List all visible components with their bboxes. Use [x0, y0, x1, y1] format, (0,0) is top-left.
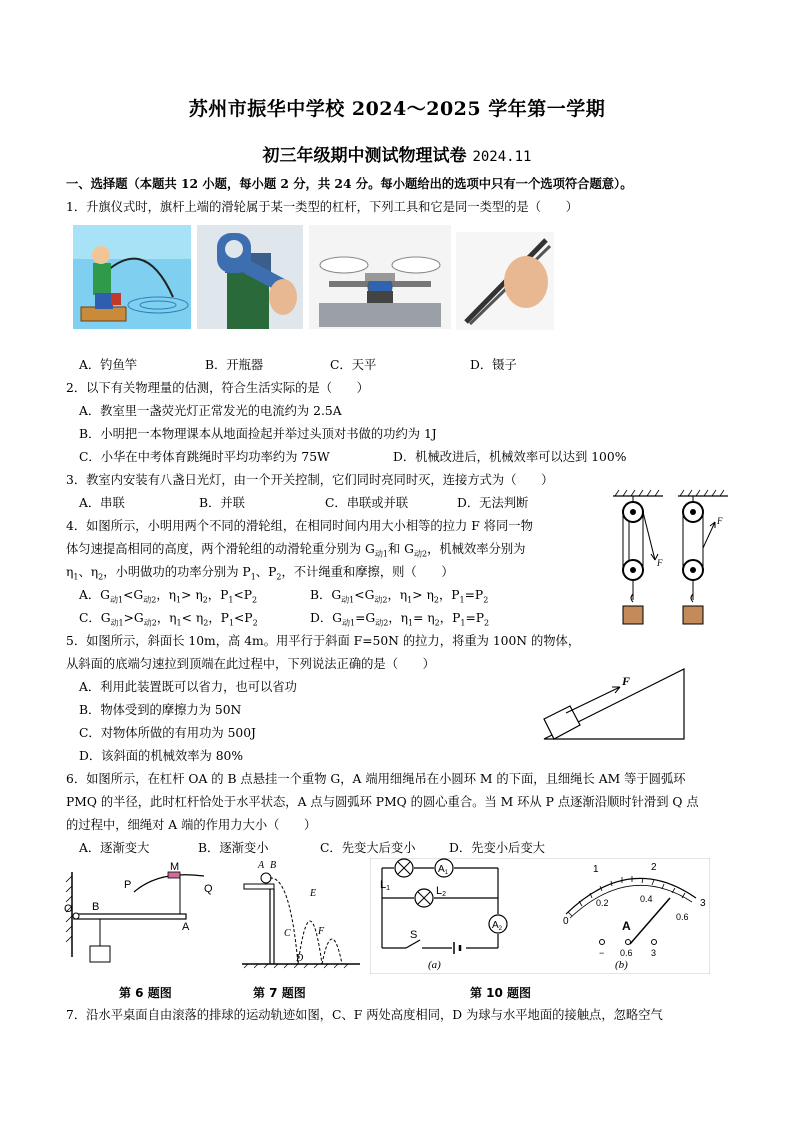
circuit-label-a1: $A_1$: [438, 864, 449, 876]
q4-stem-line3: $\eta_1$、$\eta_2$，小明做功的功率分别为 $P_1$、$P_2$，不计绳重和摩擦，则（ ）: [66, 565, 454, 582]
q3-stem: 3．教室内安装有八盏日光灯，由一个开关控制，它们同时亮同时灭，连接方式为（ ）: [66, 473, 554, 487]
q5-stem-line1: 5．如图所示，斜面长 10m，高 4m。用平行于斜面 F=50N 的拉力，将重为 100N 的物体，: [66, 634, 581, 648]
q4-p2-label: 、P: [255, 565, 277, 579]
q1-option-a: A．钓鱼竿: [79, 358, 138, 372]
q1-option-c: C．天平: [330, 358, 377, 372]
q1-option-b: B．开瓶器: [205, 358, 264, 372]
tweezers-image: [456, 232, 554, 330]
q5-option-d: D．该斜面的机械效率为 80%: [79, 749, 244, 763]
ball-trajectory-diagram: [240, 856, 365, 972]
q4-option-a: A．$G_{动1}<G_{动2}$，$\eta_1> \eta_2$，$P_1<P_2$: [79, 588, 258, 605]
q3-option-b: B．并联: [199, 496, 245, 510]
q4-option-b: B．$G_{动1}<G_{动2}$，$\eta_1> \eta_2$，$P_1=P_2$: [310, 588, 489, 605]
q5-option-b: B．物体受到的摩擦力为 50N: [79, 703, 242, 717]
lever-label-p: P: [124, 879, 132, 891]
q4-stem-line1: 4．如图所示，小明用两个不同的滑轮组，在相同时间内用大小相等的拉力 F 将同一物: [66, 519, 533, 533]
q4-l2-b: 和 G: [387, 542, 414, 556]
q7-stem-line1: 7．沿水平桌面自由滚落的排球的运动轨迹如图，C、F 两处高度相同，D 为球与水平地面的接触点，忽略空气: [66, 1008, 663, 1022]
q6-stem-line2: PMQ 的半径，此时杠杆恰处于水平状态，A 点与圆弧环 PMQ 的圆心重合。当 M 环从 P 点逐渐沿顺时针滑到 Q 点: [66, 795, 699, 809]
ammeter-terminal-06: 0.6: [620, 948, 633, 958]
ammeter-tick-3: 3: [700, 898, 706, 909]
q3-option-c: C．串联或并联: [325, 496, 409, 510]
pulley-diagram: [603, 488, 743, 633]
ammeter-tick-04: 0.4: [640, 894, 653, 904]
lever-label-b: B: [92, 901, 100, 913]
q2-option-b: B．小明把一本物理课本从地面捡起并举过头顶对书做的功约为 1J: [79, 427, 437, 441]
lever-label-o: O: [64, 903, 73, 915]
q5-option-a: A．利用此装置既可以省力，也可以省功: [79, 680, 297, 694]
lever-label-a: A: [182, 921, 190, 933]
incline-force-label: F: [622, 674, 631, 688]
section-heading: 一、选择题（本题共 12 小题，每小题 2 分，共 24 分。每小题给出的选项中只有一个选项符合题意）。: [66, 176, 633, 191]
exam-title: 苏州市振华中学校 2024～2025 学年第一学期: [188, 98, 606, 120]
ball-label-d: D: [296, 953, 304, 964]
ammeter-tick-02: 0.2: [596, 898, 609, 908]
q6-option-c: C．先变大后变小: [320, 841, 416, 855]
pulley-force-label-right: F: [717, 516, 723, 526]
exam-subtitle-text: 初三年级期中测试物理试卷: [262, 146, 467, 166]
circuit-and-ammeter-diagram: [370, 858, 710, 974]
q4-l2-a: 体匀速提高相同的高度，两个滑轮组的动滑轮重分别为 G: [66, 542, 375, 556]
q4-stem-line2: [66, 541, 525, 562]
bottle-opener-image: [197, 225, 303, 329]
ammeter-tick-0: 0: [563, 916, 569, 927]
q3-option-a: A．串联: [79, 496, 125, 510]
fig6-caption: 第 6 题图: [119, 986, 172, 1000]
ammeter-terminal-minus: −: [599, 948, 605, 958]
q4-stem-tail: ，不计绳重和摩擦，则（ ）: [281, 565, 454, 579]
fishing-rod-image: [73, 225, 191, 329]
q4-sub-dong2: 动2: [413, 549, 428, 559]
ball-label-a: A: [258, 860, 265, 871]
ammeter-tick-2: 2: [651, 862, 657, 873]
q2-option-a: A．教室里一盏荧光灯正常发光的电流约为 2.5A: [79, 404, 342, 418]
q3-option-d: D．无法判断: [457, 496, 529, 510]
q4-eta2-label: 、η: [78, 565, 99, 579]
lever-label-q: Q: [204, 883, 213, 895]
q1-stem: 1．升旗仪式时，旗杆上端的滑轮属于某一类型的杠杆，下列工具和它是同一类型的是（ ）: [66, 200, 578, 214]
circuit-label-a2: $A_2$: [492, 920, 503, 932]
q2-option-d: D．机械改进后，机械效率可以达到 100%: [393, 450, 627, 464]
circuit-label-l1: L1: [380, 879, 391, 892]
balance-image: [309, 225, 451, 329]
ball-label-c: C: [284, 928, 291, 939]
ammeter-tick-06: 0.6: [676, 912, 689, 922]
q2-option-c: C．小华在中考体育跳绳时平均功率约为 75W: [79, 450, 330, 464]
q4-power-text: ，小明做功的功率分别为 P: [103, 565, 251, 579]
q4-l2-c: ，机械效率分别为: [427, 542, 526, 556]
q5-stem-line2: 从斜面的底端匀速拉到顶端在此过程中，下列说法正确的是（ ）: [66, 657, 435, 671]
ammeter-unit-label: A: [622, 919, 631, 933]
circuit-label-s: S: [410, 929, 418, 941]
q4-option-c: C．$G_{动1}>G_{动2}$，$\eta_1< \eta_2$，$P_1<P_2$: [79, 611, 258, 628]
q6-option-a: A．逐渐变大: [79, 841, 150, 855]
circuit-label-l2: L2: [436, 885, 447, 898]
q4-eta1: η: [66, 565, 74, 579]
q5-option-c: C．对物体所做的有用功为 500J: [79, 726, 256, 740]
ammeter-tick-1: 1: [593, 864, 599, 875]
q6-stem-line1: 6．如图所示，在杠杆 OA 的 B 点悬挂一个重物 G，A 端用细绳吊在小圆环 M 的下面，且细绳长 AM 等于圆弧环: [66, 772, 686, 786]
ball-label-f: F: [318, 926, 325, 937]
circuit-caption-a: (a): [428, 959, 441, 971]
q1-option-d: D．镊子: [470, 358, 517, 372]
ball-label-e: E: [310, 888, 317, 899]
q4-option-d: D．$G_{动1}=G_{动2}$，$\eta_1= \eta_2$，$P_1=P_2$: [310, 611, 490, 628]
q6-stem-line3: 的过程中，细绳对 A 端的作用力大小（ ）: [66, 818, 317, 832]
exam-subtitle: [0, 141, 794, 166]
lever-label-m: M: [170, 862, 180, 873]
pulley-force-label-left: F: [657, 558, 663, 568]
exam-date: 2024.11: [472, 149, 532, 165]
incline-diagram: [538, 663, 690, 743]
ball-label-b: B: [270, 860, 277, 871]
q6-option-d: D．先变小后变大: [449, 841, 545, 855]
fig7-caption: 第 7 题图: [253, 986, 306, 1000]
q2-stem: 2．以下有关物理量的估测，符合生活实际的是（ ）: [66, 381, 369, 395]
fig10-caption: 第 10 题图: [470, 986, 532, 1000]
q4-sub-dong1: 动1: [374, 549, 388, 559]
q6-option-b: B．逐渐变小: [198, 841, 269, 855]
ammeter-caption-b: (b): [615, 959, 628, 971]
ammeter-terminal-3: 3: [651, 948, 657, 958]
lever-diagram: [64, 862, 234, 966]
